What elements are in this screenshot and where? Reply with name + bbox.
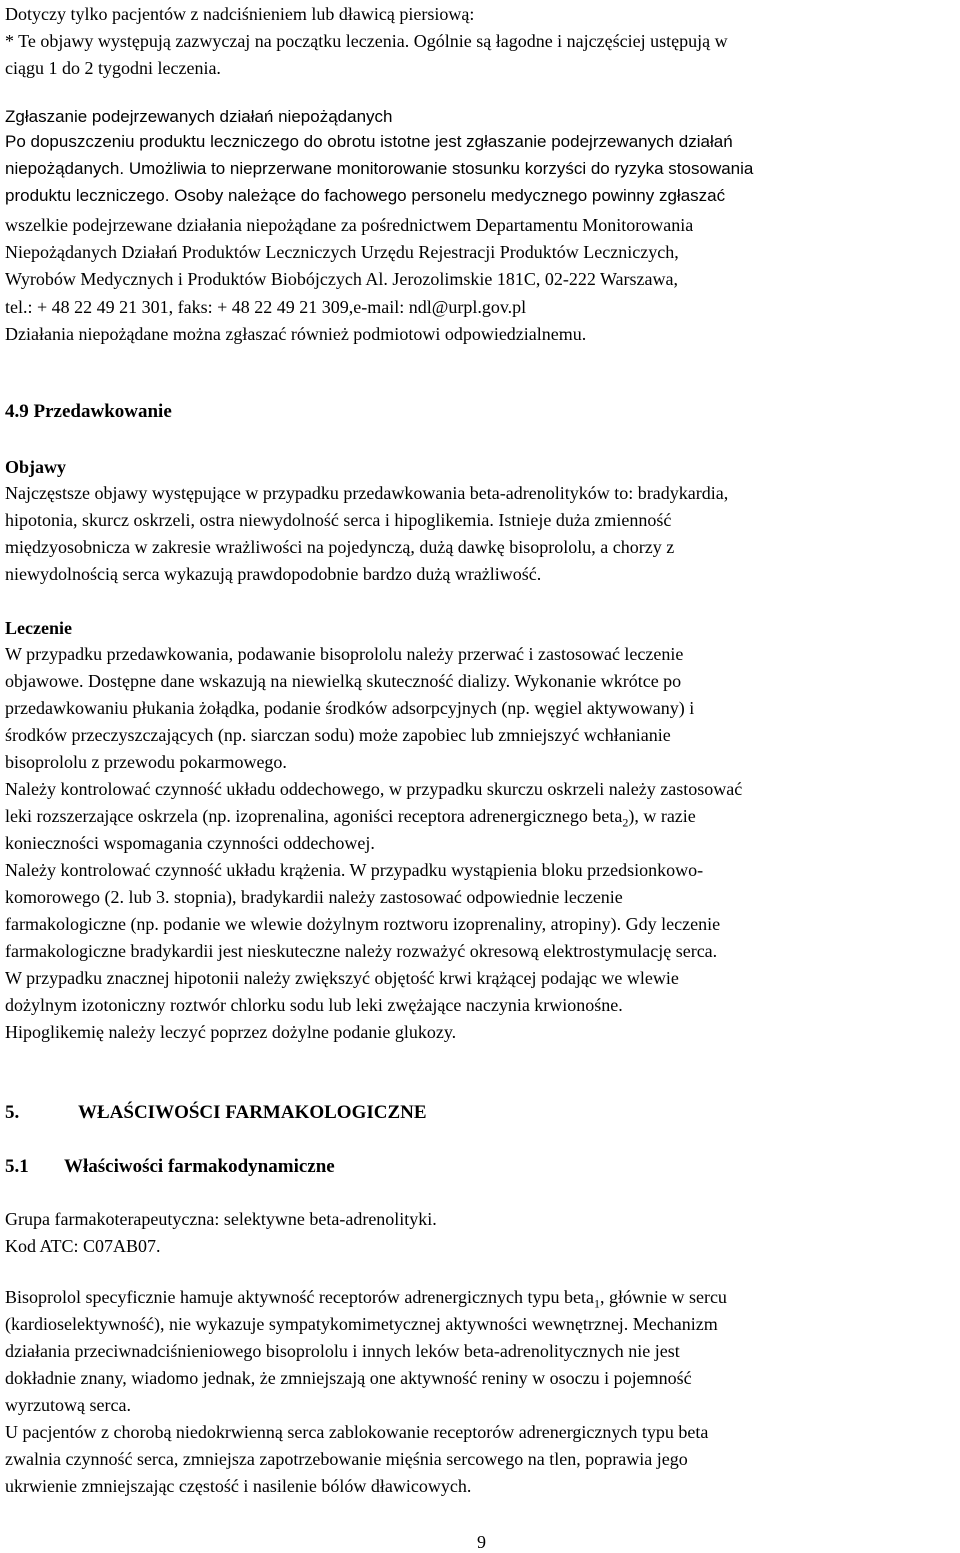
text-line: Należy kontrolować czynność układu oddechowego, w przypadku skurczu oskrzeli należy zastosować <box>5 779 743 799</box>
text-line: produktu leczniczego. Osoby należące do fachowego personelu medycznego powinny zgłaszać <box>5 186 726 205</box>
text-line <box>5 1288 727 1310</box>
text-line: tel.: + 48 22 49 21 301, faks: + 48 22 49 21 309,e-mail: ndl@urpl.gov.pl <box>5 297 527 317</box>
page-number: 9 <box>477 1532 486 1552</box>
subscript: 2 <box>622 815 629 830</box>
text-line <box>5 807 696 829</box>
text-line: wszelkie podejrzewane działania niepożądane za pośrednictwem Departamentu Monitorowania <box>5 215 694 235</box>
text-line: Niepożądanych Działań Produktów Leczniczych Urzędu Rejestracji Produktów Leczniczych, <box>5 242 679 262</box>
text-line: konieczności wspomagania czynności oddechowej. <box>5 833 375 853</box>
text-line: Najczęstsze objawy występujące w przypadku przedawkowania beta-adrenolityków to: bradykardia, <box>5 483 729 503</box>
text-line: (kardioselektywność), nie wykazuje sympatykomimetycznej aktywności wewnętrznej. Mechanizm <box>5 1314 718 1334</box>
text-line: Kod ATC: C07AB07. <box>5 1236 161 1256</box>
text-line: * Te objawy występują zazwyczaj na początku leczenia. Ogólnie są łagodne i najczęściej ustępują w <box>5 31 728 51</box>
text-line: ciągu 1 do 2 tygodni leczenia. <box>5 58 221 78</box>
text-line: środków przeczyszczających (np. siarczan sodu) może zapobiec lub zmniejszyć wchłanianie <box>5 725 671 745</box>
treatment-heading: Leczenie <box>5 618 72 638</box>
text-line: dożylnym izotoniczny roztwór chlorku sodu lub leki zwężające naczynia krwionośne. <box>5 995 623 1015</box>
text-line: Należy kontrolować czynność układu krążenia. W przypadku wystąpienia bloku przedsionkowo- <box>5 860 704 880</box>
text-line: Po dopuszczeniu produktu leczniczego do obrotu istotne jest zgłaszanie podejrzewanych działań <box>5 132 733 151</box>
text-line: wyrzutową serca. <box>5 1395 131 1415</box>
section-title-5: WŁAŚCIWOŚCI FARMAKOLOGICZNE <box>78 1102 427 1123</box>
text-line: Działania niepożądane można zgłaszać również podmiotowi odpowiedzialnemu. <box>5 324 587 344</box>
text-line: dokładnie znany, wiadomo jednak, że zmniejszają one aktywność reniny w osoczu i pojemność <box>5 1368 692 1388</box>
text-line: farmakologiczne bradykardii jest nieskuteczne należy rozważyć okresową elektrostymulację serca. <box>5 941 718 961</box>
text-line: Dotyczy tylko pacjentów z nadciśnieniem lub dławicą piersiową: <box>5 4 475 24</box>
text-line: U pacjentów z chorobą niedokrwienną serca zablokowanie receptorów adrenergicznych typu beta <box>5 1422 709 1442</box>
text-line: hipotonia, skurcz oskrzeli, ostra niewydolność serca i hipoglikemia. Istnieje duża zmienność <box>5 510 672 530</box>
text-line: międzyosobnicza w zakresie wrażliwości na pojedynczą, dużą dawkę bisoprololu, a chorzy z <box>5 537 675 557</box>
text-line: działania przeciwnadciśnieniowego bisoprololu i innych leków beta-adrenolitycznych nie jest <box>5 1341 680 1361</box>
section-heading-4-9: 4.9 Przedawkowanie <box>5 401 172 422</box>
text-line: Wyrobów Medycznych i Produktów Biobójczych Al. Jerozolimskie 181C, 02-222 Warszawa, <box>5 269 679 289</box>
text-line: niepożądanych. Umożliwia to nieprzerwane monitorowanie stosunku korzyści do ryzyka stosowania <box>5 159 754 178</box>
text-line: przedawkowaniu płukania żołądka, podanie środków adsorpcyjnych (np. węgiel aktywowany) i <box>5 698 695 718</box>
subscript: 1 <box>593 1296 600 1311</box>
text-segment: leki rozszerzające oskrzela (np. izoprenalina, agoniści receptora adrenergicznego beta <box>5 806 623 826</box>
text-line: W przypadku przedawkowania, podawanie bisoprololu należy przerwać i zastosować leczenie <box>5 644 684 664</box>
text-line: niewydolnością serca wykazują prawdopodobnie bardzo dużą wrażliwość. <box>5 564 542 584</box>
section-title-5-1: Właściwości farmakodynamiczne <box>64 1156 335 1177</box>
text-line: objawowe. Dostępne dane wskazują na niewielką skuteczność dializy. Wykonanie wkrótce po <box>5 671 682 691</box>
text-line: W przypadku znacznej hipotonii należy zwiększyć objętość krwi krążącej podając we wlewie <box>5 968 679 988</box>
text-line: Grupa farmakoterapeutyczna: selektywne beta-adrenolityki. <box>5 1209 437 1229</box>
text-line: Hipoglikemię należy leczyć poprzez dożylne podanie glukozy. <box>5 1022 457 1042</box>
section-number-5-1: 5.1 <box>5 1156 29 1177</box>
text-segment: Bisoprolol specyficznie hamuje aktywność receptorów adrenergicznych typu beta <box>5 1287 594 1307</box>
reporting-heading: Zgłaszanie podejrzewanych działań niepożądanych <box>5 107 393 126</box>
text-segment: , głównie w sercu <box>599 1287 727 1307</box>
text-line: bisoprololu z przewodu pokarmowego. <box>5 752 287 772</box>
text-line: ukrwienie zmniejszając częstość i nasilenie bólów dławicowych. <box>5 1476 472 1496</box>
text-segment: ), w razie <box>628 806 696 826</box>
text-line: zwalnia czynność serca, zmniejsza zapotrzebowanie mięśnia sercowego na tlen, poprawia jego <box>5 1449 688 1469</box>
text-line: komorowego (2. lub 3. stopnia), bradykardii należy zastosować odpowiednie leczenie <box>5 887 623 907</box>
symptoms-heading: Objawy <box>5 457 67 477</box>
section-number-5: 5. <box>5 1102 20 1123</box>
text-line: farmakologiczne (np. podanie we wlewie dożylnym roztworu izoprenaliny, atropiny). Gdy leczenie <box>5 914 721 934</box>
